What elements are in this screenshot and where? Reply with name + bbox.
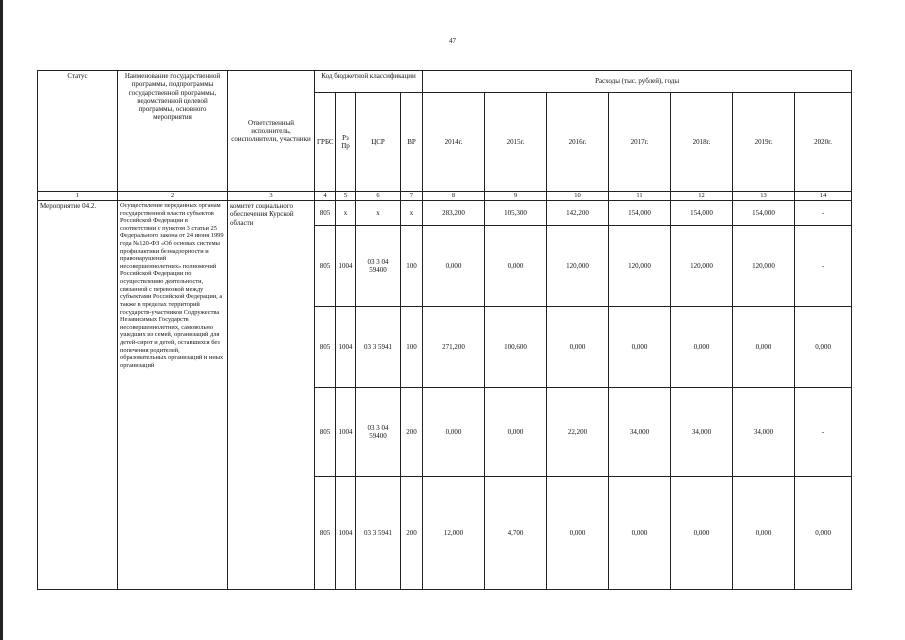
header-year: 2019г. bbox=[733, 93, 795, 192]
column-number: 10 bbox=[547, 192, 609, 201]
csr-cell: 03 3 04 59400 bbox=[356, 226, 401, 307]
grbs-cell: 805 bbox=[315, 477, 336, 590]
value-cell: 0,000 bbox=[733, 477, 795, 590]
value-cell: 120,000 bbox=[547, 226, 609, 307]
value-cell: 0,000 bbox=[423, 226, 485, 307]
header-row bbox=[38, 71, 852, 93]
vr-cell: 200 bbox=[401, 388, 423, 477]
value-cell: - bbox=[795, 388, 852, 477]
value-cell: 120,000 bbox=[609, 226, 671, 307]
grbs-cell: 805 bbox=[315, 307, 336, 388]
value-cell: 0,000 bbox=[485, 226, 547, 307]
value-cell: 22,200 bbox=[547, 388, 609, 477]
value-cell: 154,000 bbox=[733, 201, 795, 226]
value-cell: 120,000 bbox=[671, 226, 733, 307]
value-cell: 283,200 bbox=[423, 201, 485, 226]
vr-cell: 200 bbox=[401, 477, 423, 590]
vr-cell: 100 bbox=[401, 226, 423, 307]
table-row bbox=[38, 201, 852, 226]
rzpr-cell: 1004 bbox=[336, 307, 356, 388]
column-number: 6 bbox=[356, 192, 401, 201]
csr-cell: 03 3 04 59400 bbox=[356, 388, 401, 477]
header-grbs: ГРБС bbox=[315, 93, 336, 192]
grbs-cell: 805 bbox=[315, 226, 336, 307]
column-number: 14 bbox=[795, 192, 852, 201]
value-cell: 4,700 bbox=[485, 477, 547, 590]
header-year: 2016г. bbox=[547, 93, 609, 192]
rzpr-cell: 1004 bbox=[336, 226, 356, 307]
header-responsible: Ответственный исполнитель, соисполнители, участники bbox=[228, 71, 315, 192]
header-year: 2018г. bbox=[671, 93, 733, 192]
measure-name: Осуществление переданных органам государственной власти субъектов Российской Федерации в соответствии с пунктом 3 статьи 25 Федерального закона от 24 июня 1999 года №120-ФЗ «Об основах системы профилактики безнадзорности и правонарушений несовершеннолетних» полномочий Российской Федерации по осуществлению деятельности, связанной с перевозкой между субъектами Российской Федерации, а также в пределах территорий государств-участников Содружества Независимых Государств несовершеннолетних, самовольно ушедших из семей, организаций для детей-сирот и детей, оставшихся без попечения родителей, образовательных организаций и иных организаций bbox=[120, 202, 224, 369]
column-number: 2 bbox=[118, 192, 228, 201]
header-vr: ВР bbox=[401, 93, 423, 192]
measure-name-cell bbox=[118, 201, 228, 590]
value-cell: 34,000 bbox=[609, 388, 671, 477]
value-cell: 0,000 bbox=[671, 477, 733, 590]
value-cell: - bbox=[795, 201, 852, 226]
grbs-cell: 805 bbox=[315, 201, 336, 226]
grbs-cell: 805 bbox=[315, 388, 336, 477]
column-number: 7 bbox=[401, 192, 423, 201]
header-year: 2017г. bbox=[609, 93, 671, 192]
value-cell: 12,000 bbox=[423, 477, 485, 590]
csr-cell: 03 3 5941 bbox=[356, 477, 401, 590]
vr-cell: x bbox=[401, 201, 423, 226]
rzpr-cell: x bbox=[336, 201, 356, 226]
csr-cell: 03 3 5941 bbox=[356, 307, 401, 388]
measure-responsible: комитет социального обеспечения Курской области bbox=[228, 201, 315, 590]
value-cell: 34,000 bbox=[733, 388, 795, 477]
column-number: 12 bbox=[671, 192, 733, 201]
value-cell: 0,000 bbox=[423, 388, 485, 477]
value-cell: - bbox=[795, 226, 852, 307]
value-cell: 0,000 bbox=[795, 307, 852, 388]
column-number: 1 bbox=[38, 192, 118, 201]
column-number: 11 bbox=[609, 192, 671, 201]
value-cell: 34,000 bbox=[671, 388, 733, 477]
value-cell: 0,000 bbox=[671, 307, 733, 388]
scan-edge bbox=[0, 0, 3, 640]
rzpr-cell: 1004 bbox=[336, 388, 356, 477]
header-expenses: Расходы (тыс. рублей), годы bbox=[423, 71, 852, 93]
header-year: 2020г. bbox=[795, 93, 852, 192]
value-cell: 120,000 bbox=[733, 226, 795, 307]
column-numbers-row bbox=[38, 192, 852, 201]
rzpr-cell: 1004 bbox=[336, 477, 356, 590]
value-cell: 0,000 bbox=[795, 477, 852, 590]
value-cell: 0,000 bbox=[547, 477, 609, 590]
value-cell: 142,200 bbox=[547, 201, 609, 226]
value-cell: 154,000 bbox=[671, 201, 733, 226]
header-year: 2015г. bbox=[485, 93, 547, 192]
column-number: 8 bbox=[423, 192, 485, 201]
column-number: 5 bbox=[336, 192, 356, 201]
value-cell: 0,000 bbox=[485, 388, 547, 477]
header-year: 2014г. bbox=[423, 93, 485, 192]
value-cell: 271,200 bbox=[423, 307, 485, 388]
column-number: 3 bbox=[228, 192, 315, 201]
header-name: Наименование государственной программы, подпрограммы государственной программы, ведомственной целевой программы, основного мероприятия bbox=[118, 71, 228, 192]
value-cell: 0,000 bbox=[609, 477, 671, 590]
value-cell: 154,000 bbox=[609, 201, 671, 226]
header-status: Статус bbox=[38, 71, 118, 192]
value-cell: 0,000 bbox=[547, 307, 609, 388]
header-csr: ЦСР bbox=[356, 93, 401, 192]
value-cell: 0,000 bbox=[609, 307, 671, 388]
header-budget-code: Код бюджетной классификации bbox=[315, 71, 423, 93]
value-cell: 105,300 bbox=[485, 201, 547, 226]
vr-cell: 100 bbox=[401, 307, 423, 388]
column-number: 13 bbox=[733, 192, 795, 201]
header-rzpr: Рз Пр bbox=[336, 93, 356, 192]
column-number: 4 bbox=[315, 192, 336, 201]
csr-cell: x bbox=[356, 201, 401, 226]
budget-table bbox=[37, 70, 852, 590]
column-number: 9 bbox=[485, 192, 547, 201]
value-cell: 100,600 bbox=[485, 307, 547, 388]
value-cell: 0,000 bbox=[733, 307, 795, 388]
measure-status: Мероприятие 04.2. bbox=[38, 201, 118, 590]
page-number: 47 bbox=[449, 37, 456, 45]
